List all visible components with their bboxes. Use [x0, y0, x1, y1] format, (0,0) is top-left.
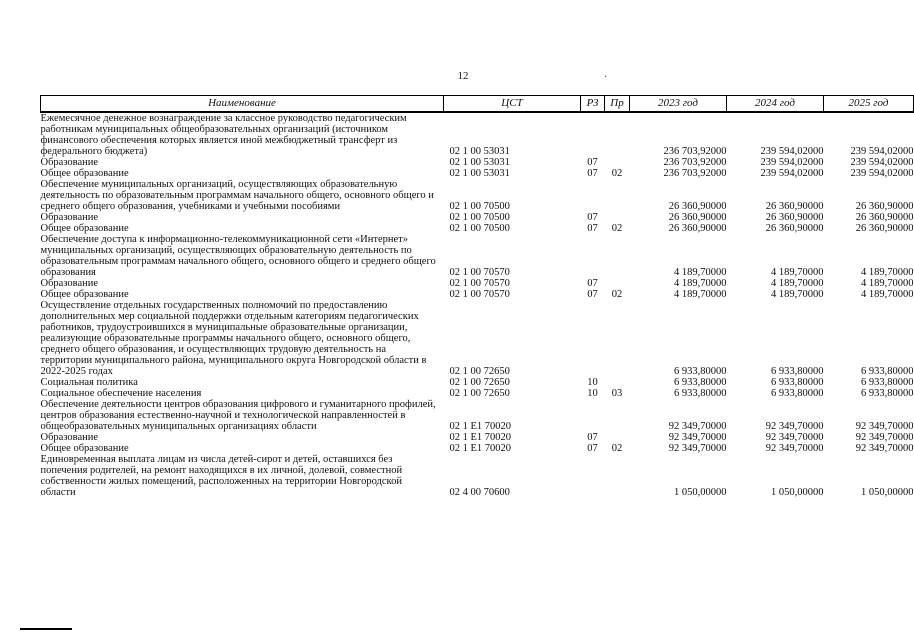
cell-name: Осуществление отдельных государственных полномочий по предоставлению дополнительных мер социальной поддержки отдельным категориям педагогических работников, трудоустроившихся в муниципальные образовательные организации, реализующие образовательные программы начального общего, основного общего, среднего общего образования, и осуществляющих трудовую деятельность на территории муниципального района, муниципального округа Новгородской области в 2022-2025 годах: [40, 300, 427, 377]
cell-cst: 02 4 00 70600: [449, 487, 510, 498]
table-row: [41, 388, 914, 399]
cell-name: Образование: [40, 278, 99, 289]
cell-2025: 4 189,70000: [861, 278, 914, 289]
table-row: [41, 432, 914, 443]
cell-2024: 92 349,70000: [765, 432, 824, 443]
cell-name: Образование: [40, 212, 99, 223]
header-2024: 2024 год: [727, 96, 824, 113]
cell-pr: [605, 377, 630, 388]
cell-rz: [581, 399, 605, 432]
table-body: [41, 112, 914, 498]
cell-2025: 6 933,80000: [861, 377, 914, 388]
cell-cst: 02 1 E1 70020: [449, 443, 512, 454]
cell-name: Единовременная выплата лицам из числа детей-сирот и детей, оставшихся без попечения родителей, на ремонт находящихся в их личной, долевой, совместной собственности жилых помещений, расположенных на территории Новгородской области: [40, 454, 403, 498]
table-row: [41, 157, 914, 168]
cell-rz: 07: [587, 432, 598, 443]
cell-2024: 6 933,80000: [771, 388, 824, 399]
cell-rz: 10: [587, 377, 598, 388]
cell-rz: [581, 112, 605, 157]
cell-pr: 02: [611, 289, 623, 300]
cell-cst: 02 1 E1 70020: [449, 421, 512, 432]
cell-2024: 92 349,70000: [765, 443, 824, 454]
cell-rz: [581, 300, 605, 377]
cell-2024: 239 594,02000: [760, 168, 824, 179]
cell-name: Обеспечение деятельности центров образования цифрового и гуманитарного профилей, центров образования естественно-научной и технологической направленностей в общеобразовательных муниципальных организациях области: [40, 399, 436, 432]
cell-name: Обеспечение муниципальных организаций, осуществляющих образовательную деятельность по образовательным программам начального общего, основного общего и среднего общего образования, учебниками и учебными пособиями: [40, 179, 434, 212]
header-2023: 2023 год: [630, 96, 727, 113]
cell-pr: [605, 234, 630, 278]
cell-pr: 03: [611, 388, 623, 399]
cell-2025: 92 349,70000: [855, 432, 914, 443]
cell-cst: 02 1 00 72650: [449, 388, 510, 399]
cell-2023: 26 360,90000: [668, 212, 727, 223]
cell-rz: 07: [587, 157, 598, 168]
cell-rz: [581, 179, 605, 212]
cell-pr: [605, 432, 630, 443]
cell-2024: 1 050,00000: [771, 487, 824, 498]
cell-2023: 4 189,70000: [674, 267, 727, 278]
cell-name: Обеспечение доступа к информационно-телекоммуникационной сети «Интернет» муниципальных организаций, осуществляющих образовательную деятельность по образовательным программам начального общего, основного общего и среднего общего образования: [40, 234, 436, 278]
table-row: [41, 454, 914, 498]
cell-pr: [605, 399, 630, 432]
table-row: [41, 234, 914, 278]
cell-2025: 239 594,02000: [850, 146, 914, 157]
cell-2023: 92 349,70000: [668, 432, 727, 443]
cell-2024: 6 933,80000: [771, 377, 824, 388]
cell-2025: 26 360,90000: [855, 212, 914, 223]
cell-2025: 26 360,90000: [855, 223, 914, 234]
cell-2025: 1 050,00000: [861, 487, 914, 498]
header-cst: ЦСТ: [444, 96, 581, 113]
cell-pr: [605, 278, 630, 289]
cell-2023: 1 050,00000: [674, 487, 727, 498]
cell-2023: 26 360,90000: [668, 201, 727, 212]
cell-2023: 236 703,92000: [663, 168, 727, 179]
cell-cst: 02 1 00 72650: [449, 377, 510, 388]
cell-name: Общее образование: [40, 168, 129, 179]
cell-pr: [605, 212, 630, 223]
cell-name: Ежемесячное денежное вознаграждение за классное руководство педагогическим работникам муниципальных общеобразовательных организаций (источником финансового обеспечения которых является иной межбюджетный трансферт из федерального бюджета): [40, 113, 407, 157]
cell-cst: 02 1 00 70570: [449, 278, 510, 289]
cell-cst: 02 1 00 53031: [449, 157, 510, 168]
cell-name: Общее образование: [40, 443, 129, 454]
cell-cst: 02 1 00 72650: [449, 366, 510, 377]
cell-2025: 92 349,70000: [855, 421, 914, 432]
table-header: [41, 96, 914, 113]
cell-2024: 26 360,90000: [765, 212, 824, 223]
page-number: 12: [457, 70, 469, 82]
cell-2024: 239 594,02000: [760, 146, 824, 157]
cell-cst: 02 1 00 70500: [449, 223, 510, 234]
cell-rz: 07: [587, 443, 598, 454]
cell-2023: 6 933,80000: [674, 377, 727, 388]
cell-2024: 26 360,90000: [765, 223, 824, 234]
cell-2023: 92 349,70000: [668, 421, 727, 432]
cell-2023: 4 189,70000: [674, 289, 727, 300]
cell-2024: 26 360,90000: [765, 201, 824, 212]
cell-cst: 02 1 00 70570: [449, 267, 510, 278]
cell-name: Социальная политика: [40, 377, 138, 388]
cell-2023: 6 933,80000: [674, 388, 727, 399]
cell-2024: 4 189,70000: [771, 289, 824, 300]
cell-2023: 236 703,92000: [663, 146, 727, 157]
cell-name: Социальное обеспечение населения: [40, 388, 202, 399]
cell-pr: [605, 157, 630, 168]
cell-rz: [581, 234, 605, 278]
footnote-separator: [20, 628, 72, 630]
table-row: [41, 168, 914, 179]
cell-2025: 6 933,80000: [861, 388, 914, 399]
table-row: [41, 377, 914, 388]
table-row: [41, 223, 914, 234]
cell-cst: 02 1 00 53031: [449, 146, 510, 157]
cell-pr: [605, 300, 630, 377]
header-2025: 2025 год: [824, 96, 914, 113]
cell-2025: 6 933,80000: [861, 366, 914, 377]
table-row: [41, 289, 914, 300]
cell-name: Образование: [40, 432, 99, 443]
cell-name: Образование: [40, 157, 99, 168]
cell-cst: 02 1 00 53031: [449, 168, 510, 179]
header-name: Наименование: [41, 96, 444, 113]
cell-2024: 92 349,70000: [765, 421, 824, 432]
table-row: [41, 212, 914, 223]
table-row: [41, 443, 914, 454]
table-row: [41, 278, 914, 289]
cell-pr: 02: [611, 223, 623, 234]
scan-speck: ·: [604, 72, 608, 83]
table-row: [41, 399, 914, 432]
cell-2025: 239 594,02000: [850, 157, 914, 168]
cell-2024: 239 594,02000: [760, 157, 824, 168]
cell-2025: 239 594,02000: [850, 168, 914, 179]
cell-2023: 6 933,80000: [674, 366, 727, 377]
table-row: [41, 179, 914, 212]
cell-cst: 02 1 00 70500: [449, 212, 510, 223]
cell-2025: 92 349,70000: [855, 443, 914, 454]
cell-2023: 26 360,90000: [668, 223, 727, 234]
cell-2023: 92 349,70000: [668, 443, 727, 454]
cell-rz: 07: [587, 223, 598, 234]
cell-2025: 4 189,70000: [861, 289, 914, 300]
header-rz: РЗ: [581, 96, 605, 113]
cell-2025: 4 189,70000: [861, 267, 914, 278]
cell-rz: [581, 454, 605, 498]
cell-pr: [605, 112, 630, 157]
cell-cst: 02 1 00 70500: [449, 201, 510, 212]
table-row: [41, 300, 914, 377]
table-row: [41, 112, 914, 157]
header-row: [41, 96, 914, 113]
cell-2023: 236 703,92000: [663, 157, 727, 168]
cell-2024: 6 933,80000: [771, 366, 824, 377]
budget-table: [40, 95, 914, 498]
cell-name: Общее образование: [40, 289, 129, 300]
cell-rz: 07: [587, 168, 598, 179]
cell-name: Общее образование: [40, 223, 129, 234]
cell-2024: 4 189,70000: [771, 278, 824, 289]
cell-rz: 07: [587, 212, 598, 223]
cell-pr: 02: [611, 168, 623, 179]
cell-pr: [605, 454, 630, 498]
cell-2023: 4 189,70000: [674, 278, 727, 289]
cell-rz: 07: [587, 289, 598, 300]
cell-2025: 26 360,90000: [855, 201, 914, 212]
cell-pr: 02: [611, 443, 623, 454]
header-pr: Пр: [605, 96, 630, 113]
cell-cst: 02 1 00 70570: [449, 289, 510, 300]
cell-rz: 10: [587, 388, 598, 399]
cell-pr: [605, 179, 630, 212]
cell-cst: 02 1 E1 70020: [449, 432, 512, 443]
cell-rz: 07: [587, 278, 598, 289]
cell-2024: 4 189,70000: [771, 267, 824, 278]
